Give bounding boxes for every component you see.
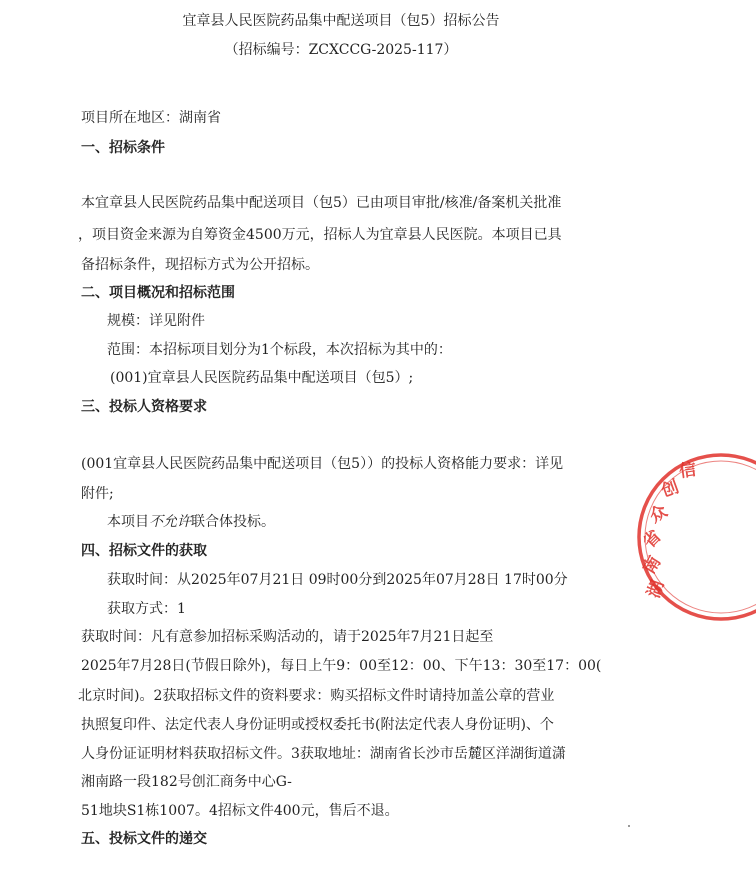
page-mark <box>628 825 630 827</box>
acquisition-detail-line: 2025年7月28日(节假日除外)，每日上午9：00至12：00、下午13：30至17：00( <box>81 658 602 674</box>
section-1-paragraph-line: 备招标条件，现招标方式为公开招标。 <box>81 257 319 273</box>
acquisition-time: 获取时间：从2025年07月21日 09时00分到2025年07月28日 17时00分 <box>107 572 568 588</box>
section-3-heading: 三、投标人资格要求 <box>81 399 207 415</box>
acquisition-method: 获取方式：1 <box>107 601 186 617</box>
svg-text:信: 信 <box>677 459 698 482</box>
announcement-title: 宜章县人民医院药品集中配送项目（包5）招标公告 <box>182 13 500 29</box>
project-region: 项目所在地区：湖南省 <box>81 110 221 126</box>
section-1-heading: 一、招标条件 <box>81 140 165 156</box>
acquisition-detail-line: 北京时间)。2获取招标文件的资料要求：购买招标文件时请持加盖公章的营业 <box>78 688 555 704</box>
qualification-line: (001宜章县人民医院药品集中配送项目（包5））的投标人资格能力要求：详见 <box>81 456 564 472</box>
project-scope: 范围：本招标项目划分为1个标段，本次招标为其中的： <box>107 342 452 358</box>
seal-lettering <box>638 459 697 601</box>
svg-text:众: 众 <box>646 501 672 528</box>
svg-text:省: 省 <box>639 526 666 553</box>
joint-bid-text: 本项目 <box>107 514 149 530</box>
svg-text:创: 创 <box>658 477 682 502</box>
project-scale: 规模：详见附件 <box>107 313 205 329</box>
qualification-line: 附件; <box>81 486 114 502</box>
acquisition-detail-line: 获取时间：凡有意参加招标采购活动的，请于2025年7月21日起至 <box>81 629 494 645</box>
section-1-paragraph-line: ，项目资金来源为自筹资金4500万元，招标人为宜章县人民医院。本项目已具 <box>78 227 562 243</box>
acquisition-detail-line: 人身份证证明材料获取招标文件。3获取地址：湖南省长沙市岳麓区洋湖街道潇 <box>81 746 566 762</box>
svg-text:湖: 湖 <box>643 577 669 601</box>
company-seal <box>636 435 756 635</box>
joint-bid-text: 联合体投标。 <box>191 514 275 530</box>
acquisition-detail-line: 51地块S1栋1007。4招标文件400元，售后不退。 <box>81 803 399 819</box>
joint-bid-statement <box>107 512 275 532</box>
svg-text:南: 南 <box>639 552 666 578</box>
section-1-paragraph-line: 本宜章县人民医院药品集中配送项目（包5）已由项目审批/核准/备案机关批准 <box>81 195 562 211</box>
acquisition-detail-line: 湘南路一段182号创汇商务中心G- <box>81 774 292 790</box>
lot-item: (001)宜章县人民医院药品集中配送项目（包5）; <box>110 370 414 386</box>
section-2-heading: 二、项目概况和招标范围 <box>81 285 235 301</box>
section-5-heading: 五、投标文件的递交 <box>81 831 207 847</box>
acquisition-detail-line: 执照复印件、法定代表人身份证明或授权委托书(附法定代表人身份证明)、个 <box>81 717 554 733</box>
joint-bid-not-allowed: 不允许 <box>149 514 191 530</box>
tender-number: （招标编号：ZCXCCG-2025-117） <box>224 42 458 58</box>
section-4-heading: 四、招标文件的获取 <box>81 543 207 559</box>
